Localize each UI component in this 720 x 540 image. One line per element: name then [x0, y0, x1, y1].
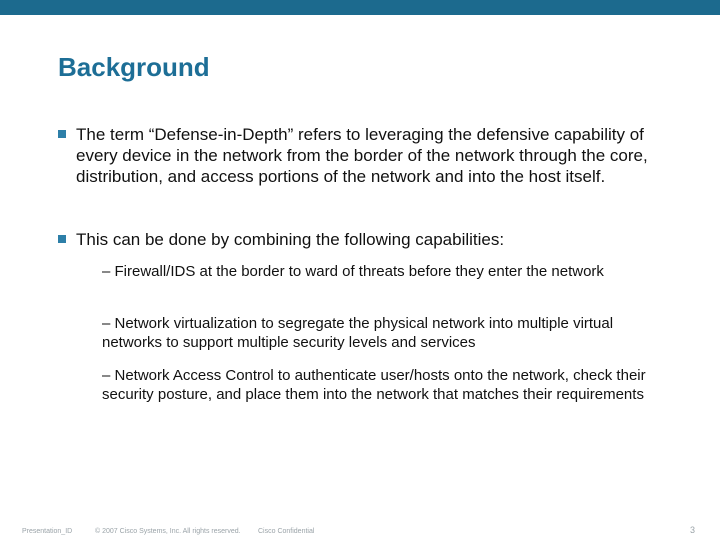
sub-bullet-item: – Firewall/IDS at the border to ward of threats before they enter the network [102, 263, 604, 280]
footer-presentation-id: Presentation_ID [22, 528, 73, 535]
square-bullet-icon [58, 130, 66, 138]
header-bar [0, 0, 720, 15]
bullet-text: The term “Defense-in-Depth” refers to leveraging the defensive capability of every device in the network from the border of the network through the core, distribution, and access portions of the network and into the host itself. [76, 125, 648, 186]
bullet-item [58, 229, 678, 250]
footer-copyright: © 2007 Cisco Systems, Inc. All rights reserved. [95, 528, 241, 535]
page-number: 3 [690, 525, 696, 535]
bullet-item [58, 124, 678, 187]
slide-title: Background [58, 52, 210, 82]
square-bullet-icon [58, 235, 66, 243]
footer-confidential: Cisco Confidential [258, 528, 315, 535]
bullet-text: This can be done by combining the following capabilities: [76, 230, 505, 249]
sub-bullet-item: – Network virtualization to segregate the physical network into multiple virtual networks to support multiple security levels and services [102, 315, 614, 351]
sub-bullet-item: – Network Access Control to authenticate user/hosts onto the network, check their security posture, and place them into the network that matches their requirements [102, 367, 646, 403]
